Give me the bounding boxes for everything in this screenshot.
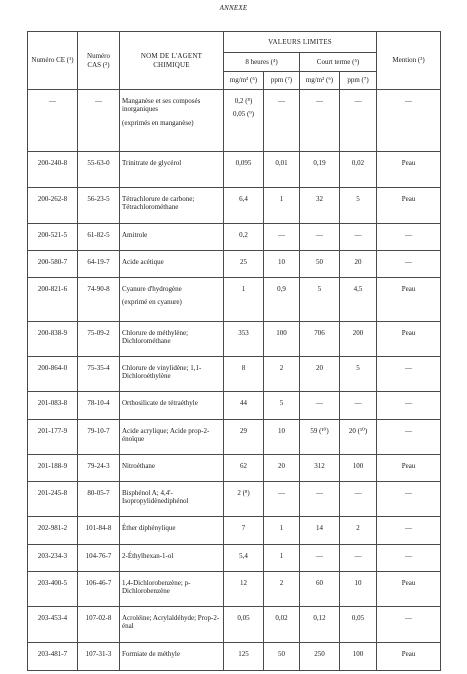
cell-mg-8h: 62 xyxy=(224,455,264,482)
cell-mg-8h: 0,05 xyxy=(224,607,264,643)
cell-mg-8h-line2: 0,05 (⁹) xyxy=(232,110,255,119)
cell-name-note: (exprimé en cyanure) xyxy=(122,298,182,307)
cell-name: Acide acrylique; Acide prop-2-énoïque xyxy=(120,420,224,455)
limit-values-table xyxy=(27,31,441,671)
header-mention: Mention (³) xyxy=(377,32,441,90)
cell-mention: Peau xyxy=(377,322,441,357)
cell-mg-8h: 6,4 xyxy=(224,188,264,224)
cell-ppm-8h: 10 xyxy=(264,420,300,455)
cell-cas: 64-19-7 xyxy=(78,251,120,278)
cell-ppm-8h: 20 xyxy=(264,455,300,482)
table-row xyxy=(28,224,441,251)
cell-cas: 78-10-4 xyxy=(78,392,120,420)
cell-cas: 107-31-3 xyxy=(78,643,120,671)
cell-mg-short: 0,12 xyxy=(300,607,340,643)
cell-name: Éther diphénylique xyxy=(120,517,224,545)
cell-mg-short: 706 xyxy=(300,322,340,357)
cell-mention: — xyxy=(377,607,441,643)
cell-cas: 79-10-7 xyxy=(78,420,120,455)
cell-name xyxy=(120,90,224,152)
cell-cas: 75-09-2 xyxy=(78,322,120,357)
cell-ppm-8h: 1 xyxy=(264,517,300,545)
cell-ppm-short: 20 xyxy=(340,251,377,278)
table-row xyxy=(28,455,441,482)
cell-mg-8h: 44 xyxy=(224,392,264,420)
cell-mg-short: 60 xyxy=(300,572,340,607)
header-ce-number: Numéro CE (¹) xyxy=(28,32,78,90)
cell-mention: — xyxy=(377,224,441,251)
cell-ppm-short: 5 xyxy=(340,357,377,392)
table-row xyxy=(28,545,441,572)
cell-ppm-short: 100 xyxy=(340,455,377,482)
cell-name: Chlorure de vinylidène; 1,1-Dichloroéthylène xyxy=(120,357,224,392)
cell-mg-8h: 8 xyxy=(224,357,264,392)
cell-mg-8h: 125 xyxy=(224,643,264,671)
cell-ce: 203-481-7 xyxy=(28,643,78,671)
cell-ce: 200-838-9 xyxy=(28,322,78,357)
cell-name: Bisphénol A; 4,4'-Isopropylidènediphénol xyxy=(120,482,224,517)
cell-ce: — xyxy=(28,90,78,152)
cell-ppm-8h: 100 xyxy=(264,322,300,357)
cell-mg-short: — xyxy=(300,90,340,152)
cell-ppm-8h: 0,9 xyxy=(264,278,300,322)
table-row xyxy=(28,188,441,224)
cell-cas: 56-23-5 xyxy=(78,188,120,224)
cell-ppm-short: 100 xyxy=(340,643,377,671)
cell-mg-8h xyxy=(224,90,264,152)
cell-mention: — xyxy=(377,392,441,420)
cell-mg-short: 0,19 xyxy=(300,152,340,188)
header-mg-short: mg/m³ (⁶) xyxy=(300,72,340,90)
cell-ppm-short: 4,5 xyxy=(340,278,377,322)
cell-mention: Peau xyxy=(377,188,441,224)
cell-cas: 61-82-5 xyxy=(78,224,120,251)
cell-ppm-8h: 50 xyxy=(264,643,300,671)
cell-ppm-8h: 10 xyxy=(264,251,300,278)
cell-ppm-short: 10 xyxy=(340,572,377,607)
cell-ppm-8h: — xyxy=(264,224,300,251)
cell-ppm-8h: 1 xyxy=(264,545,300,572)
cell-ppm-8h: 0,02 xyxy=(264,607,300,643)
cell-mg-short: 5 xyxy=(300,278,340,322)
cell-name: 1,4-Dichlorobenzène; p-Dichlorobenzène xyxy=(120,572,224,607)
cell-mg-short: — xyxy=(300,224,340,251)
cell-cas: 107-02-8 xyxy=(78,607,120,643)
table-row xyxy=(28,251,441,278)
cell-mention: — xyxy=(377,90,441,152)
cell-ppm-short: — xyxy=(340,90,377,152)
cell-name-main: Cyanure d'hydrogène xyxy=(122,285,182,293)
cell-mg-short: — xyxy=(300,392,340,420)
cell-cas: 74-90-8 xyxy=(78,278,120,322)
cell-ce: 201-083-8 xyxy=(28,392,78,420)
cell-mg-short: 14 xyxy=(300,517,340,545)
cell-ppm-short: 20 (¹⁰) xyxy=(340,420,377,455)
cell-cas: — xyxy=(78,90,120,152)
cell-mg-8h: 1 xyxy=(224,278,264,322)
table-row xyxy=(28,357,441,392)
cell-ce: 202-981-2 xyxy=(28,517,78,545)
cell-name: Nitroéthane xyxy=(120,455,224,482)
cell-mention: — xyxy=(377,420,441,455)
page-heading-annexe: ANNEXE xyxy=(219,4,248,12)
header-ppm-8h: ppm (⁷) xyxy=(264,72,300,90)
cell-name: Formiate de méthyle xyxy=(120,643,224,671)
header-eight-hours: 8 heures (⁴) xyxy=(224,53,300,72)
cell-mention: Peau xyxy=(377,152,441,188)
table-row xyxy=(28,278,441,322)
cell-mention: — xyxy=(377,357,441,392)
cell-mg-short: — xyxy=(300,545,340,572)
table-row xyxy=(28,643,441,671)
cell-mg-short: 59 (¹⁰) xyxy=(300,420,340,455)
cell-mg-short: 32 xyxy=(300,188,340,224)
cell-mg-8h: 0,095 xyxy=(224,152,264,188)
cell-ce: 200-580-7 xyxy=(28,251,78,278)
cell-ppm-short: — xyxy=(340,545,377,572)
cell-ppm-8h: 2 xyxy=(264,357,300,392)
table-row xyxy=(28,517,441,545)
cell-name: Orthosilicate de tétraéthyle xyxy=(120,392,224,420)
cell-name: Acide acétique xyxy=(120,251,224,278)
table-row xyxy=(28,420,441,455)
cell-mg-8h-line1: 0,2 (⁸) xyxy=(234,97,253,105)
table-row xyxy=(28,90,441,152)
cell-cas: 79-24-3 xyxy=(78,455,120,482)
cell-ppm-8h: 5 xyxy=(264,392,300,420)
cell-mg-8h: 25 xyxy=(224,251,264,278)
table-row xyxy=(28,392,441,420)
cell-name: Acroléine; Acrylaldéhyde; Prop-2-énal xyxy=(120,607,224,643)
cell-cas: 104-76-7 xyxy=(78,545,120,572)
cell-ppm-short: 0,05 xyxy=(340,607,377,643)
header-ppm-short: ppm (⁷) xyxy=(340,72,377,90)
cell-name-main: Manganèse et ses composés inorganiques xyxy=(122,97,201,114)
cell-mg-8h: 0,2 xyxy=(224,224,264,251)
cell-ppm-8h: 2 xyxy=(264,572,300,607)
cell-ppm-8h: 1 xyxy=(264,188,300,224)
cell-ppm-short: — xyxy=(340,482,377,517)
cell-name: 2-Éthylhexan-1-ol xyxy=(120,545,224,572)
cell-mg-short: 20 xyxy=(300,357,340,392)
cell-name-note: (exprimés en manganèse) xyxy=(122,118,194,127)
table-row xyxy=(28,572,441,607)
header-short-term: Court terme (⁵) xyxy=(300,53,377,72)
cell-mention: — xyxy=(377,251,441,278)
cell-cas: 80-05-7 xyxy=(78,482,120,517)
cell-ppm-short: — xyxy=(340,392,377,420)
cell-cas: 75-35-4 xyxy=(78,357,120,392)
cell-ce: 200-262-8 xyxy=(28,188,78,224)
cell-ce: 200-240-8 xyxy=(28,152,78,188)
cell-mention: Peau xyxy=(377,455,441,482)
cell-mg-8h: 5,4 xyxy=(224,545,264,572)
cell-mention: — xyxy=(377,517,441,545)
cell-mention: — xyxy=(377,482,441,517)
cell-name xyxy=(120,278,224,322)
cell-ce: 203-234-3 xyxy=(28,545,78,572)
table-row xyxy=(28,482,441,517)
cell-ppm-short: 200 xyxy=(340,322,377,357)
cell-ppm-short: — xyxy=(340,224,377,251)
cell-mention: Peau xyxy=(377,572,441,607)
cell-mg-8h: 2 (⁸) xyxy=(224,482,264,517)
cell-cas: 55-63-0 xyxy=(78,152,120,188)
cell-ce: 201-177-9 xyxy=(28,420,78,455)
cell-name: Amitrole xyxy=(120,224,224,251)
cell-ppm-8h: — xyxy=(264,482,300,517)
cell-mg-8h: 12 xyxy=(224,572,264,607)
cell-name: Trinitrate de glycérol xyxy=(120,152,224,188)
header-cas-number: Numéro CAS (²) xyxy=(78,32,120,90)
cell-mg-short: 50 xyxy=(300,251,340,278)
cell-mg-8h: 29 xyxy=(224,420,264,455)
cell-name: Chlorure de méthylène; Dichlorométhane xyxy=(120,322,224,357)
cell-mention: Peau xyxy=(377,278,441,322)
cell-ce: 200-864-0 xyxy=(28,357,78,392)
cell-ppm-8h: — xyxy=(264,90,300,152)
table-row xyxy=(28,152,441,188)
cell-mg-8h: 7 xyxy=(224,517,264,545)
cell-ce: 201-188-9 xyxy=(28,455,78,482)
cell-mg-short: 312 xyxy=(300,455,340,482)
header-mg-8h: mg/m³ (⁶) xyxy=(224,72,264,90)
cell-mention: Peau xyxy=(377,643,441,671)
cell-cas: 106-46-7 xyxy=(78,572,120,607)
cell-mg-8h: 353 xyxy=(224,322,264,357)
header-agent-name: NOM DE L'AGENT CHIMIQUE xyxy=(120,32,224,90)
cell-mg-short: 250 xyxy=(300,643,340,671)
header-limit-values: VALEURS LIMITES xyxy=(224,32,377,53)
table-row xyxy=(28,607,441,643)
cell-ppm-short: 2 xyxy=(340,517,377,545)
cell-ce: 203-453-4 xyxy=(28,607,78,643)
cell-cas: 101-84-8 xyxy=(78,517,120,545)
cell-ce: 203-400-5 xyxy=(28,572,78,607)
cell-ce: 200-821-6 xyxy=(28,278,78,322)
cell-ce: 200-521-5 xyxy=(28,224,78,251)
cell-ppm-8h: 0,01 xyxy=(264,152,300,188)
cell-mg-short: — xyxy=(300,482,340,517)
cell-ppm-short: 5 xyxy=(340,188,377,224)
cell-mention: — xyxy=(377,545,441,572)
table-row xyxy=(28,322,441,357)
cell-ce: 201-245-8 xyxy=(28,482,78,517)
cell-name: Tétrachlorure de carbone; Tétrachlorométhane xyxy=(120,188,224,224)
cell-ppm-short: 0,02 xyxy=(340,152,377,188)
